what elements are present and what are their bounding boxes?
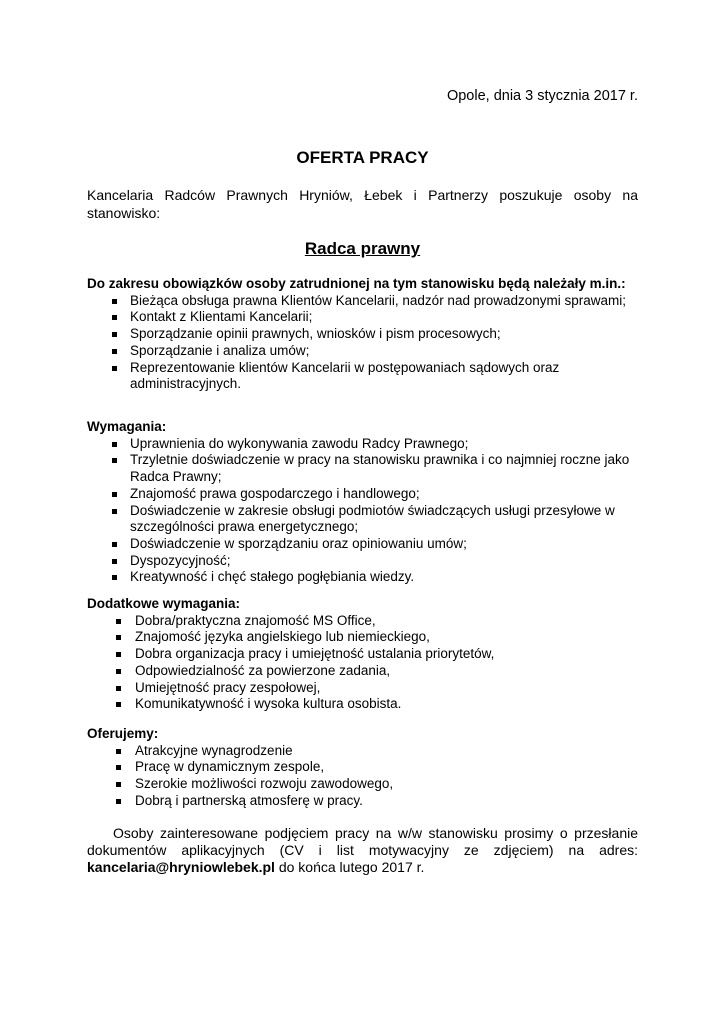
intro-paragraph: Kancelaria Radców Prawnych Hryniów, Łebek i Partnerzy poszukuje osoby na stanowisko: xyxy=(87,187,638,221)
list-item xyxy=(87,569,647,586)
bullet-icon xyxy=(112,559,117,564)
list-item xyxy=(87,776,647,793)
offer-section xyxy=(87,726,647,810)
requirements-heading: Wymagania: xyxy=(87,419,167,434)
bullet-icon xyxy=(116,749,121,754)
duties-section xyxy=(87,276,647,393)
list-item xyxy=(87,360,647,393)
list-item xyxy=(87,793,647,810)
list-item xyxy=(87,629,647,646)
bullet-icon xyxy=(116,702,121,707)
list-item-text: Znajomość języka angielskiego lub niemieckiego, xyxy=(135,629,430,645)
list-item xyxy=(87,680,647,697)
offer-heading: Oferujemy: xyxy=(87,726,159,741)
list-item xyxy=(87,326,647,343)
offer-list xyxy=(87,743,647,810)
position-title: Radca prawny xyxy=(304,239,421,258)
bullet-icon xyxy=(112,332,117,337)
list-item-text: Dyspozycyjność; xyxy=(130,552,231,568)
list-item xyxy=(87,613,647,630)
bullet-icon xyxy=(112,542,117,547)
list-item-text: Kreatywność i chęć stałego pogłębiania wiedzy. xyxy=(130,569,415,585)
list-item-text: Reprezentowanie klientów Kancelarii w postępowaniach sądowych oraz administracyjnych. xyxy=(130,359,560,392)
bullet-icon xyxy=(112,492,117,497)
bullet-icon xyxy=(112,575,117,580)
bullet-icon xyxy=(116,669,121,674)
requirements-section xyxy=(87,419,647,586)
list-item-text: Sporządzanie i analiza umów; xyxy=(130,342,310,358)
bullet-icon xyxy=(116,765,121,770)
list-item xyxy=(87,436,647,453)
bullet-icon xyxy=(116,652,121,657)
list-item xyxy=(87,759,647,776)
list-item xyxy=(87,486,647,503)
list-item xyxy=(87,503,647,536)
closing-text: Osoby zainteresowane podjęciem pracy na w/w stanowisku prosimy o przesłanie dokumentów aplikacyjnych (CV i list motywacyjny ze zdjęciem) na adres: xyxy=(87,825,638,859)
list-item xyxy=(87,452,647,485)
list-item-text: Bieżąca obsługa prawna Klientów Kancelarii, nadzór nad prowadzonymi sprawami; xyxy=(130,292,627,308)
list-item xyxy=(87,343,647,360)
list-item-text: Doświadczenie w zakresie obsługi podmiotów świadczących usługi przesyłowe w szczególności prawa energetycznego; xyxy=(130,502,615,535)
bullet-icon xyxy=(112,366,117,371)
list-item xyxy=(87,293,647,310)
list-item-text: Dobra organizacja pracy i umiejętność ustalania priorytetów, xyxy=(135,646,495,662)
list-item xyxy=(87,663,647,680)
list-item-text: Atrakcyjne wynagrodzenie xyxy=(135,742,293,758)
duties-heading: Do zakresu obowiązków osoby zatrudnionej na tym stanowisku będą należały m.in.: xyxy=(87,276,626,291)
duties-list xyxy=(87,293,647,393)
list-item xyxy=(87,553,647,570)
additional-requirements-heading: Dodatkowe wymagania: xyxy=(87,596,241,611)
bullet-icon xyxy=(116,799,121,804)
list-item-text: Odpowiedzialność za powierzone zadania, xyxy=(135,662,391,678)
list-item-text: Doświadczenie w sporządzaniu oraz opiniowaniu umów; xyxy=(130,535,467,551)
bullet-icon xyxy=(112,349,117,354)
bullet-icon xyxy=(116,686,121,691)
bullet-icon xyxy=(116,619,121,624)
closing-deadline-text: do końca lutego 2017 r. xyxy=(274,859,425,876)
bullet-icon xyxy=(112,458,117,463)
document-title: OFERTA PRACY xyxy=(296,148,429,167)
bullet-icon xyxy=(112,315,117,320)
list-item xyxy=(87,646,647,663)
contact-email[interactable]: kancelaria@hryniowlebek.pl xyxy=(87,859,275,876)
bullet-icon xyxy=(112,509,117,514)
list-item-text: Sporządzanie opinii prawnych, wniosków i pism procesowych; xyxy=(130,326,501,342)
list-item-text: Kontakt z Klientami Kancelarii; xyxy=(130,309,313,325)
list-item-text: Pracę w dynamicznym zespole, xyxy=(135,759,325,775)
additional-requirements-list xyxy=(87,613,647,713)
list-item xyxy=(87,696,647,713)
bullet-icon xyxy=(112,442,117,447)
additional-requirements-section xyxy=(87,596,647,713)
list-item-text: Szerokie możliwości rozwoju zawodowego, xyxy=(135,776,394,792)
bullet-icon xyxy=(116,782,121,787)
list-item-text: Dobrą i partnerską atmosferę w pracy. xyxy=(135,792,363,808)
list-item-text: Uprawnienia do wykonywania zawodu Radcy Prawnego; xyxy=(130,435,469,451)
list-item xyxy=(87,743,647,760)
list-item-text: Umiejętność pracy zespołowej, xyxy=(135,679,321,695)
requirements-list xyxy=(87,436,647,586)
list-item xyxy=(87,536,647,553)
bullet-icon xyxy=(116,635,121,640)
list-item xyxy=(87,309,647,326)
list-item-text: Dobra/praktyczna znajomość MS Office, xyxy=(135,612,376,628)
date-line: Opole, dnia 3 stycznia 2017 r. xyxy=(446,88,638,104)
list-item-text: Komunikatywność i wysoka kultura osobista. xyxy=(135,696,402,712)
bullet-icon xyxy=(112,299,117,304)
list-item-text: Trzyletnie doświadczenie w pracy na stanowisku prawnika i co najmniej roczne jako Radca Prawny; xyxy=(130,452,630,485)
closing-paragraph xyxy=(87,825,638,877)
list-item-text: Znajomość prawa gospodarczego i handlowego; xyxy=(130,485,420,501)
